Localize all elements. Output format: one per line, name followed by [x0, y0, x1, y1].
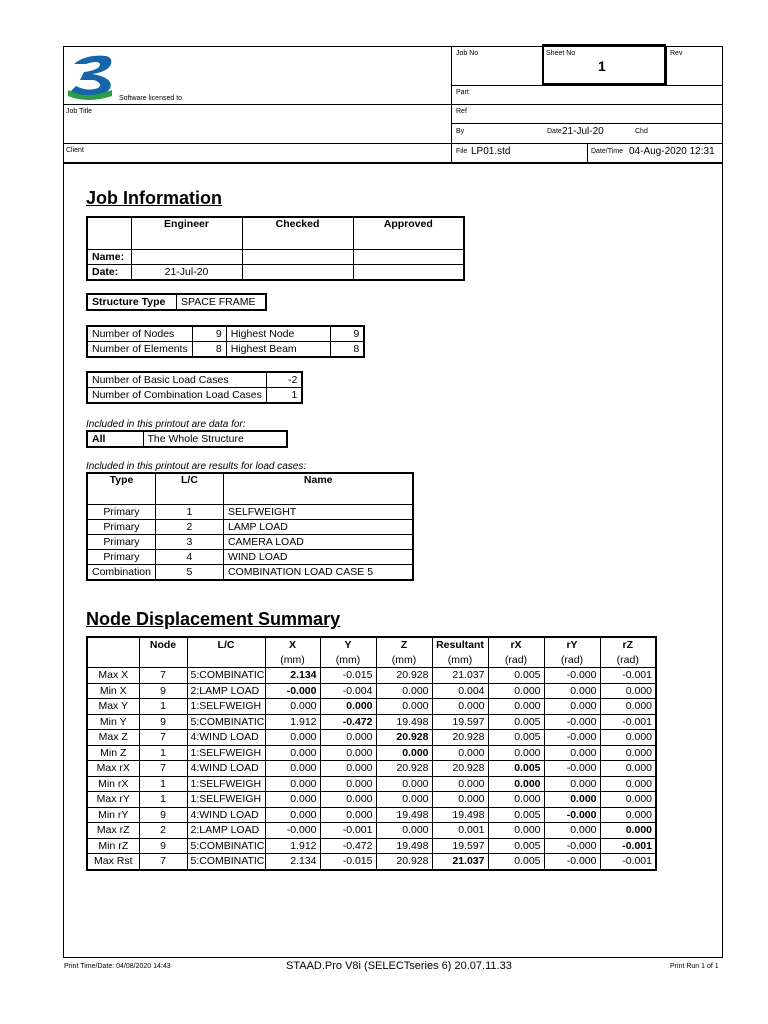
resultant-header: Resultant [432, 637, 488, 653]
table-row [87, 668, 656, 684]
lc-cell: 1:SELFWEIGH [187, 792, 265, 808]
lc-type: Combination [87, 565, 155, 581]
lc-name: SELFWEIGHT [223, 505, 413, 520]
table-row [87, 730, 656, 746]
y-cell: -0.001 [320, 823, 376, 839]
table-row [87, 505, 413, 520]
checked-date-cell [242, 265, 353, 281]
x-cell: 0.000 [265, 807, 320, 823]
job-title-label: Job Title [66, 108, 93, 115]
included-data-caption: Included in this printout are data for: [86, 419, 246, 430]
rz-cell: 0.000 [600, 761, 656, 777]
z-cell: 19.498 [376, 838, 432, 854]
node-cell: 7 [139, 668, 187, 684]
corner-header [87, 637, 139, 653]
datetime-value: 04-Aug-2020 12:31 [629, 146, 715, 157]
table-row [87, 776, 656, 792]
rx-header: rX [488, 637, 544, 653]
node-cell: 9 [139, 807, 187, 823]
node-cell: 7 [139, 730, 187, 746]
x-header: X [265, 637, 320, 653]
table-row [87, 714, 656, 730]
rx-cell: 0.000 [488, 699, 544, 715]
row-label: Min Y [87, 714, 139, 730]
scope-desc: The Whole Structure [143, 431, 287, 447]
ry-header: rY [544, 637, 600, 653]
lc-type: Primary [87, 520, 155, 535]
datetime-label: Date/Time [591, 148, 624, 155]
ref-label: Ref [456, 108, 467, 115]
rx-cell: 0.005 [488, 761, 544, 777]
z-cell: 20.928 [376, 854, 432, 870]
unit-cell: (rad) [488, 653, 544, 668]
node-cell: 9 [139, 838, 187, 854]
table-row [87, 792, 656, 808]
resultant-cell: 0.000 [432, 745, 488, 761]
y-cell: 0.000 [320, 730, 376, 746]
lc-name: WIND LOAD [223, 550, 413, 565]
x-cell: 0.000 [265, 745, 320, 761]
unit-cell: (rad) [544, 653, 600, 668]
print-run: Print Run 1 of 1 [670, 963, 719, 970]
header-divider [451, 46, 452, 163]
row-label: Max rY [87, 792, 139, 808]
structure-type-table [86, 293, 267, 311]
y-cell: 0.000 [320, 807, 376, 823]
table-row [87, 838, 656, 854]
z-cell: 0.000 [376, 776, 432, 792]
rx-cell: 0.005 [488, 668, 544, 684]
ry-cell: -0.000 [544, 854, 600, 870]
engineer-header: Engineer [131, 217, 242, 250]
node-cell: 9 [139, 683, 187, 699]
highest-beam-label: Highest Beam [226, 342, 330, 358]
header-divider-rev [666, 46, 667, 85]
rz-cell: 0.000 [600, 776, 656, 792]
table-row [87, 854, 656, 870]
highest-node-label: Highest Node [226, 326, 330, 342]
header-line-part [451, 85, 723, 86]
engineer-name-cell [131, 250, 242, 265]
approved-name-cell [353, 250, 464, 265]
rx-cell: 0.005 [488, 854, 544, 870]
row-label: Max Y [87, 699, 139, 715]
ry-cell: 0.000 [544, 776, 600, 792]
row-label: Min rZ [87, 838, 139, 854]
resultant-cell: 0.000 [432, 776, 488, 792]
lc-cell: 1:SELFWEIGH [187, 699, 265, 715]
load-case-table [86, 472, 414, 581]
unit-cell [187, 653, 265, 668]
lc-cell: 4:WIND LOAD [187, 730, 265, 746]
ry-cell: -0.000 [544, 668, 600, 684]
x-cell: 0.000 [265, 730, 320, 746]
combo-load-cases-label: Number of Combination Load Cases [87, 388, 266, 404]
y-cell: 0.000 [320, 792, 376, 808]
lc-type: Primary [87, 505, 155, 520]
file-label: File [456, 148, 468, 155]
lc-cell: 5:COMBINATIC [187, 668, 265, 684]
date-label: Date [547, 128, 562, 135]
structure-type-value: SPACE FRAME [177, 294, 267, 310]
resultant-cell: 20.928 [432, 730, 488, 746]
header-line-by [451, 123, 723, 124]
software-version: STAAD.Pro V8i (SELECTseries 6) 20.07.11.33 [286, 960, 512, 972]
node-cell: 9 [139, 714, 187, 730]
unit-cell: (rad) [600, 653, 656, 668]
highest-node-value: 9 [330, 326, 364, 342]
rz-header: rZ [600, 637, 656, 653]
table-row [87, 699, 656, 715]
row-label: Max rZ [87, 823, 139, 839]
ry-cell: 0.000 [544, 792, 600, 808]
elements-value: 8 [192, 342, 226, 358]
checked-header: Checked [242, 217, 353, 250]
z-cell: 0.000 [376, 699, 432, 715]
nodes-label: Number of Nodes [87, 326, 192, 342]
rx-cell: 0.000 [488, 823, 544, 839]
y-cell: 0.000 [320, 776, 376, 792]
type-header: Type [87, 473, 155, 505]
table-row [87, 823, 656, 839]
lc-name: CAMERA LOAD [223, 535, 413, 550]
ry-cell: 0.000 [544, 683, 600, 699]
bentley-logo [66, 50, 118, 100]
rx-cell: 0.000 [488, 776, 544, 792]
elements-label: Number of Elements [87, 342, 192, 358]
x-cell: 1.912 [265, 714, 320, 730]
job-info-table [86, 216, 465, 281]
lc-type: Primary [87, 535, 155, 550]
table-row [87, 550, 413, 565]
ry-cell: -0.000 [544, 761, 600, 777]
z-cell: 0.000 [376, 823, 432, 839]
job-no-label: Job No [456, 50, 479, 57]
unit-cell [139, 653, 187, 668]
y-cell: -0.472 [320, 714, 376, 730]
table-row [87, 761, 656, 777]
header-divider-datetime [587, 143, 588, 162]
node-displacement-table [86, 636, 657, 871]
ry-cell: -0.000 [544, 838, 600, 854]
node-cell: 1 [139, 745, 187, 761]
y-cell: 0.000 [320, 761, 376, 777]
rev-label: Rev [670, 50, 683, 57]
resultant-cell: 0.000 [432, 792, 488, 808]
job-info-corner [87, 217, 131, 250]
counts-table [86, 325, 365, 358]
included-data-table [86, 430, 288, 448]
header-bottom-line [63, 162, 723, 164]
unit-cell: (mm) [376, 653, 432, 668]
unit-cell: (mm) [265, 653, 320, 668]
approved-header: Approved [353, 217, 464, 250]
page-border-right [722, 46, 723, 958]
row-label: Min rY [87, 807, 139, 823]
table-row [87, 520, 413, 535]
rz-cell: 0.000 [600, 792, 656, 808]
node-displacement-title: Node Displacement Summary [86, 609, 341, 629]
rz-cell: 0.000 [600, 730, 656, 746]
highest-beam-value: 8 [330, 342, 364, 358]
y-cell: -0.015 [320, 668, 376, 684]
z-cell: 20.928 [376, 761, 432, 777]
rx-cell: 0.005 [488, 807, 544, 823]
z-cell: 20.928 [376, 668, 432, 684]
rx-cell: 0.005 [488, 730, 544, 746]
page-border-bottom [63, 957, 723, 958]
node-cell: 1 [139, 699, 187, 715]
resultant-cell: 20.928 [432, 761, 488, 777]
ry-cell: 0.000 [544, 699, 600, 715]
rz-cell: 0.000 [600, 807, 656, 823]
row-label: Min Z [87, 745, 139, 761]
lc-cell: 1:SELFWEIGH [187, 776, 265, 792]
unit-cell: (mm) [320, 653, 376, 668]
resultant-cell: 0.004 [432, 683, 488, 699]
x-cell: 1.912 [265, 838, 320, 854]
node-header: Node [139, 637, 187, 653]
resultant-cell: 19.597 [432, 714, 488, 730]
licensed-to-label: Software licensed to [119, 95, 183, 102]
ry-cell: -0.000 [544, 714, 600, 730]
file-value: LP01.std [471, 146, 511, 157]
lc-cell: 4:WIND LOAD [187, 761, 265, 777]
x-cell: 0.000 [265, 792, 320, 808]
lc-header: L/C [187, 637, 265, 653]
lc-number: 2 [155, 520, 223, 535]
lc-cell: 1:SELFWEIGH [187, 745, 265, 761]
rz-cell: 0.000 [600, 745, 656, 761]
resultant-cell: 0.001 [432, 823, 488, 839]
approved-date-cell [353, 265, 464, 281]
lc-cell: 5:COMBINATIC [187, 838, 265, 854]
node-cell: 2 [139, 823, 187, 839]
x-cell: 0.000 [265, 776, 320, 792]
date-row-label: Date: [87, 265, 131, 281]
resultant-cell: 19.498 [432, 807, 488, 823]
name-label: Name: [87, 250, 131, 265]
job-information-title: Job Information [86, 188, 222, 208]
z-cell: 19.498 [376, 807, 432, 823]
x-cell: 0.000 [265, 761, 320, 777]
x-cell: 0.000 [265, 699, 320, 715]
y-cell: -0.004 [320, 683, 376, 699]
ry-cell: -0.000 [544, 807, 600, 823]
unit-cell: (mm) [432, 653, 488, 668]
x-cell: -0.000 [265, 683, 320, 699]
rx-cell: 0.000 [488, 683, 544, 699]
lc-type: Primary [87, 550, 155, 565]
z-cell: 0.000 [376, 792, 432, 808]
x-cell: 2.134 [265, 854, 320, 870]
part-label: Part [456, 89, 469, 96]
header-line-2 [63, 143, 723, 144]
z-cell: 0.000 [376, 683, 432, 699]
table-row [87, 807, 656, 823]
ry-cell: 0.000 [544, 823, 600, 839]
ry-cell: 0.000 [544, 745, 600, 761]
rz-cell: -0.001 [600, 854, 656, 870]
lc-cell: 2:LAMP LOAD [187, 683, 265, 699]
y-header: Y [320, 637, 376, 653]
lc-cell: 5:COMBINATIC [187, 714, 265, 730]
node-cell: 7 [139, 761, 187, 777]
checked-name-cell [242, 250, 353, 265]
rz-cell: -0.001 [600, 668, 656, 684]
y-cell: 0.000 [320, 699, 376, 715]
row-label: Min rX [87, 776, 139, 792]
table-row [87, 535, 413, 550]
node-cell: 7 [139, 854, 187, 870]
x-cell: -0.000 [265, 823, 320, 839]
z-cell: 20.928 [376, 730, 432, 746]
sheet-no-label: Sheet No [546, 50, 576, 57]
name-header: Name [223, 473, 413, 505]
rx-cell: 0.000 [488, 745, 544, 761]
rx-cell: 0.000 [488, 792, 544, 808]
header-line-1 [63, 104, 723, 105]
row-label: Max X [87, 668, 139, 684]
lc-number: 4 [155, 550, 223, 565]
lc-header: L/C [155, 473, 223, 505]
x-cell: 2.134 [265, 668, 320, 684]
row-label: Min X [87, 683, 139, 699]
page-border-left [63, 46, 64, 958]
resultant-cell: 21.037 [432, 668, 488, 684]
scope-label: All [87, 431, 143, 447]
basic-load-cases-label: Number of Basic Load Cases [87, 372, 266, 388]
sheet-no-value: 1 [598, 58, 606, 74]
combo-load-cases-value: 1 [266, 388, 302, 404]
z-cell: 0.000 [376, 745, 432, 761]
y-cell: -0.015 [320, 854, 376, 870]
lc-number: 5 [155, 565, 223, 581]
y-cell: -0.472 [320, 838, 376, 854]
engineer-date-cell: 21-Jul-20 [131, 265, 242, 281]
lc-name: COMBINATION LOAD CASE 5 [223, 565, 413, 581]
rz-cell: -0.001 [600, 714, 656, 730]
unit-cell [87, 653, 139, 668]
z-cell: 19.498 [376, 714, 432, 730]
chd-label: Chd [635, 128, 648, 135]
rz-cell: 0.000 [600, 823, 656, 839]
lc-cell: 5:COMBINATIC [187, 854, 265, 870]
by-label: By [456, 128, 465, 135]
row-label: Max Z [87, 730, 139, 746]
node-cell: 1 [139, 776, 187, 792]
print-time: Print Time/Date: 04/08/2020 14:43 [64, 963, 171, 970]
nodes-value: 9 [192, 326, 226, 342]
date-value: 21-Jul-20 [562, 126, 604, 137]
rx-cell: 0.005 [488, 714, 544, 730]
resultant-cell: 19.597 [432, 838, 488, 854]
lc-number: 3 [155, 535, 223, 550]
lc-number: 1 [155, 505, 223, 520]
row-label: Max Rst [87, 854, 139, 870]
lc-cell: 4:WIND LOAD [187, 807, 265, 823]
client-label: Client [66, 147, 84, 154]
ry-cell: -0.000 [544, 730, 600, 746]
rz-cell: 0.000 [600, 699, 656, 715]
load-case-counts-table [86, 371, 303, 404]
table-row [87, 565, 413, 581]
resultant-cell: 0.000 [432, 699, 488, 715]
lc-name: LAMP LOAD [223, 520, 413, 535]
table-row [87, 683, 656, 699]
row-label: Max rX [87, 761, 139, 777]
rx-cell: 0.005 [488, 838, 544, 854]
resultant-cell: 21.037 [432, 854, 488, 870]
rz-cell: -0.001 [600, 838, 656, 854]
y-cell: 0.000 [320, 745, 376, 761]
table-row [87, 745, 656, 761]
rz-cell: 0.000 [600, 683, 656, 699]
z-header: Z [376, 637, 432, 653]
structure-type-label: Structure Type [87, 294, 177, 310]
lc-cell: 2:LAMP LOAD [187, 823, 265, 839]
basic-load-cases-value: -2 [266, 372, 302, 388]
included-results-caption: Included in this printout are results for load cases: [86, 461, 307, 472]
node-cell: 1 [139, 792, 187, 808]
